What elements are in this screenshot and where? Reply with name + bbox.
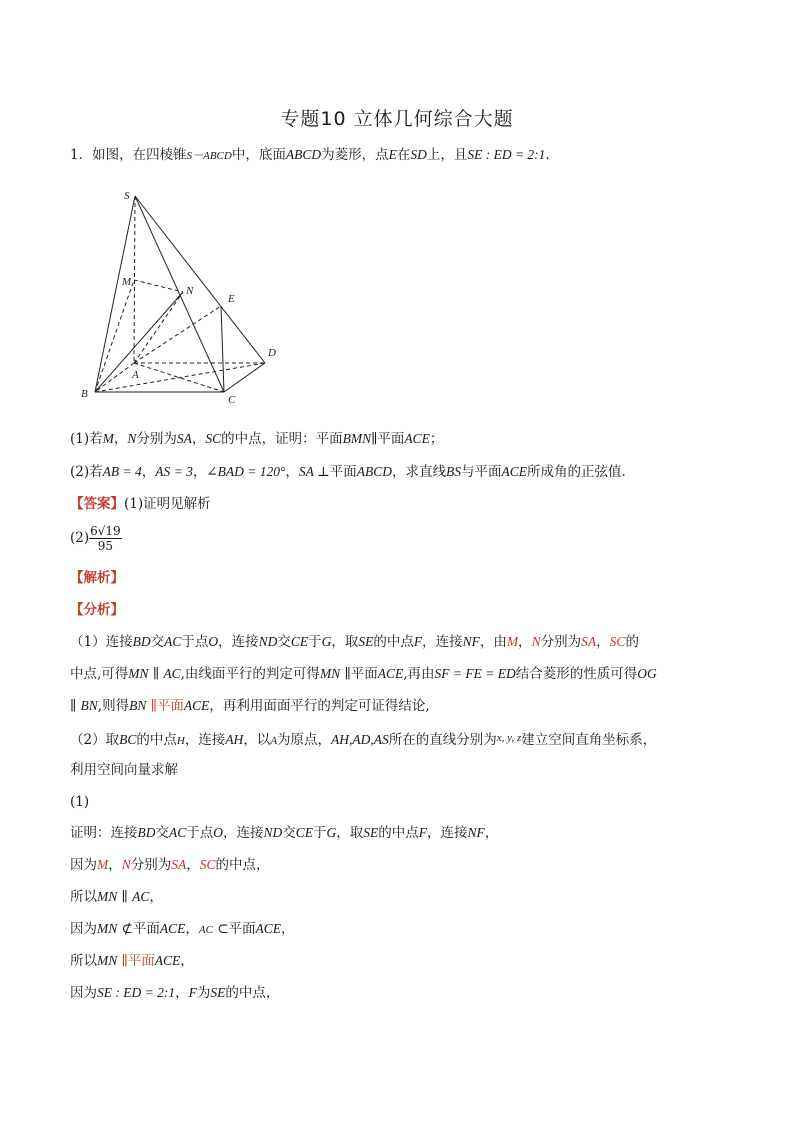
page-title: 专题10 立体几何综合大题: [280, 108, 514, 130]
point-label: F: [418, 825, 428, 840]
question-text: ，求直线: [391, 464, 446, 480]
answer-part-1: (1)证明见解析: [124, 496, 211, 512]
segment-label: MN: [128, 666, 149, 681]
text: 因为: [70, 857, 97, 873]
text: ，以: [243, 732, 271, 748]
text: ,由线面平行的判定可得: [180, 666, 320, 682]
segment-label: SC: [609, 634, 626, 649]
text: ∥平面: [117, 953, 155, 969]
text: 分别为: [130, 857, 172, 873]
text: ，连接: [427, 825, 468, 841]
fraction-numerator: 6√19: [90, 524, 121, 538]
solution-part-label: (1): [70, 794, 90, 810]
point-label-N: N: [186, 285, 194, 297]
text: 为原点，: [277, 732, 332, 748]
math-expression: AH,AD,AS: [331, 732, 389, 747]
text: 的中点: [136, 732, 177, 748]
segment-label: ND: [258, 634, 278, 649]
vertex-label-D: D: [268, 347, 276, 359]
edge-BD: [95, 363, 265, 392]
segment-label: BN: [129, 698, 147, 713]
text: 交: [150, 634, 165, 650]
plane-label: ACE: [501, 464, 527, 479]
text: ∥: [148, 666, 164, 682]
text: 中点,可得: [70, 666, 129, 682]
problem-text: 如图，在四棱锥: [92, 147, 187, 163]
point-label: F: [188, 985, 197, 1000]
text: ，连接: [223, 825, 264, 841]
plane-label: ABCD: [356, 464, 392, 479]
pyramid-name: S－ABCD: [186, 150, 232, 162]
text: 所以: [70, 953, 97, 969]
text: ,则得: [97, 698, 130, 714]
solution-line-5: [70, 952, 194, 970]
edge-EC: [221, 306, 224, 392]
point-label: N: [127, 431, 137, 446]
question-part-1: [70, 430, 443, 448]
question-text: 平面: [329, 464, 357, 480]
analysis-tag: [70, 569, 124, 587]
text: ，连接: [184, 732, 226, 748]
text: 所以: [70, 889, 97, 905]
solution-line-2: [70, 856, 270, 874]
segment-label: AC: [198, 924, 213, 936]
point-label: N: [531, 634, 541, 649]
problem-text: 在: [396, 147, 411, 163]
text: ，: [186, 857, 200, 873]
answer-tag: 【答案】: [70, 496, 124, 512]
text: ，连接: [218, 634, 259, 650]
plane-label: ACE: [154, 953, 181, 968]
segment-label: AC: [163, 666, 181, 681]
text: 的中点: [373, 634, 414, 650]
text: 分别为: [540, 634, 582, 650]
text: ，: [149, 889, 163, 905]
question-text: 与平面: [460, 464, 502, 480]
edge-CD: [224, 363, 265, 392]
text: 的: [625, 634, 639, 650]
base-name: ABCD: [285, 147, 322, 162]
answer-part-2: [70, 524, 122, 553]
plane-label: ACE: [183, 698, 210, 713]
text: 所在的直线分别为: [388, 732, 497, 748]
point-label: N: [121, 857, 131, 872]
text: ，再利用面面平行的判定可证得结论,: [209, 698, 430, 714]
text: （1）连接: [70, 634, 133, 650]
analysis-line-3: [70, 697, 430, 715]
text: 为: [196, 985, 211, 1001]
segment-label: AC: [169, 825, 187, 840]
solution-line-3: [70, 888, 163, 906]
segment-label: MN: [319, 666, 341, 681]
text: ，取: [336, 825, 364, 841]
problem-number: 1．: [70, 147, 93, 163]
segment-label: SE: [358, 634, 374, 649]
plane-label: ACE: [377, 666, 404, 681]
point-label: M: [97, 857, 109, 872]
edge-AB: [95, 363, 134, 392]
point-label: O: [213, 825, 224, 840]
fraction-denominator: 95: [97, 539, 114, 553]
plane-label: ACE: [404, 431, 430, 446]
math-expression: ∠BAD = 120°: [206, 464, 286, 479]
segment-label: NF: [467, 825, 485, 840]
fenxi-tag-text: 【分析】: [70, 602, 124, 618]
problem-text: ．: [545, 147, 559, 163]
text: ，: [281, 921, 295, 937]
segment-label: CE: [290, 634, 309, 649]
text: ,再由: [403, 666, 435, 682]
plane-label: BMN: [342, 431, 372, 446]
math-expression: SF = FE = ED: [434, 666, 516, 681]
text: ⊄平面: [117, 921, 160, 937]
point-label: F: [413, 634, 423, 649]
segment-label: SA: [176, 431, 192, 446]
problem-statement: [70, 146, 559, 165]
ratio-expression: SE : ED = 2:1: [467, 147, 546, 162]
question-text: 的中点，证明：平面: [221, 431, 343, 447]
segment-label: BN: [80, 698, 98, 713]
segment-label: AH: [225, 732, 244, 747]
text: 交: [277, 634, 291, 650]
point-label-E: E: [228, 293, 235, 305]
text: 于点: [181, 634, 209, 650]
text: 的中点，: [225, 985, 280, 1001]
ratio-expression: SE : ED = 2:1: [97, 985, 176, 1000]
segment-label: SC: [199, 857, 216, 872]
text: ，取: [331, 634, 359, 650]
plane-label: ACE: [255, 921, 282, 936]
math-expression: AS = 3: [155, 464, 193, 479]
text: 因为: [70, 921, 97, 937]
problem-text: 中，底面: [231, 147, 286, 163]
question-text: (2)若: [70, 464, 103, 480]
segment-label: BD: [132, 634, 151, 649]
text: ∥: [70, 698, 81, 714]
question-text: ；: [429, 431, 444, 447]
text: ，: [185, 921, 199, 937]
segment-label: MN: [97, 953, 118, 968]
text: 于点: [186, 825, 214, 841]
segment-label: CE: [295, 825, 314, 840]
segment-label: BD: [137, 825, 156, 840]
question-text: ，: [285, 464, 299, 480]
segment-label: SA: [171, 857, 187, 872]
point-label: A: [270, 735, 278, 747]
text: 于: [308, 634, 322, 650]
text: 于: [313, 825, 327, 841]
edge-SA: [134, 196, 135, 363]
text: ，: [596, 634, 610, 650]
vertex-label-B: B: [81, 388, 88, 400]
point-label: G: [321, 634, 332, 649]
text: ，连接: [422, 634, 463, 650]
text: 的中点: [378, 825, 419, 841]
segment-label: MN: [97, 921, 118, 936]
question-text: ∥平面: [371, 431, 405, 447]
edge-BN: [95, 292, 183, 392]
segment-label: SC: [205, 431, 222, 446]
point-label: M: [506, 634, 519, 649]
solution-line-6: [70, 984, 279, 1002]
segment-label: BC: [119, 732, 137, 747]
point-label-M: M: [122, 276, 132, 288]
text: ∥平面: [340, 666, 378, 682]
question-text: ，: [113, 431, 128, 447]
point-label: G: [326, 825, 337, 840]
segment-label: BS: [445, 464, 461, 479]
segment-label: NF: [462, 634, 480, 649]
segment-label: AC: [164, 634, 182, 649]
question-text: 所成角的正弦值．: [526, 464, 635, 480]
text: ，: [518, 634, 532, 650]
segment-label: MN: [97, 889, 118, 904]
answer-fraction: [89, 524, 122, 553]
text: ，: [108, 857, 122, 873]
point-label: E: [388, 147, 397, 162]
math-expression: x, y, z: [496, 732, 522, 744]
point-label: M: [102, 431, 114, 446]
text: 的中点，: [215, 857, 270, 873]
segment-label: SE: [363, 825, 379, 840]
answer-text: (2): [70, 530, 90, 546]
analysis-line-5: 利用空间向量求解: [70, 762, 178, 778]
segment-label: ND: [263, 825, 283, 840]
text: ∥: [117, 889, 133, 905]
vertex-label-C: C: [228, 394, 236, 406]
solution-line-1: [70, 824, 498, 842]
text: 建立空间直角坐标系，: [521, 732, 657, 748]
text: ∥平面: [146, 698, 184, 714]
text: ，: [180, 953, 194, 969]
question-text: ，: [192, 464, 207, 480]
solution-line-4: [70, 920, 295, 939]
fenxi-tag: [70, 601, 124, 619]
text: 证明：连接: [70, 825, 138, 841]
plane-label: ACE: [159, 921, 186, 936]
vertex-label-A: A: [132, 369, 139, 381]
segment-label: OG: [637, 666, 657, 681]
segment-label: SE: [210, 985, 226, 1000]
analysis-line-2: [70, 665, 657, 683]
question-text: ，: [141, 464, 156, 480]
edge-AE: [134, 306, 221, 363]
text: 结合菱形的性质可得: [515, 666, 638, 682]
problem-text: 为菱形，点: [321, 147, 389, 163]
text: 交: [282, 825, 296, 841]
text: ⊂平面: [212, 921, 256, 937]
edge-SB: [95, 196, 135, 392]
pyramid-figure: [70, 178, 290, 418]
text: （2）取: [70, 732, 120, 748]
question-text: (1)若: [70, 431, 103, 447]
question-text: ，: [191, 431, 206, 447]
point-label: H: [176, 735, 185, 747]
text: ，由: [479, 634, 507, 650]
edge-AN: [134, 292, 183, 363]
answer-line: [70, 495, 211, 513]
question-text: 分别为: [136, 431, 177, 447]
vertex-label-S: S: [124, 190, 130, 202]
text: ，: [175, 985, 189, 1001]
segment-label: SA: [581, 634, 597, 649]
analysis-tag-text: 【解析】: [70, 570, 124, 586]
analysis-line-1: [70, 633, 639, 651]
text: 交: [155, 825, 169, 841]
text: 因为: [70, 985, 97, 1001]
math-expression: AB = 4: [102, 464, 142, 479]
segment-label: AC: [132, 889, 150, 904]
math-expression: SA ⊥: [298, 464, 330, 479]
problem-text: 上，且: [426, 147, 468, 163]
segment-label: SD: [410, 147, 427, 162]
analysis-line-4: [70, 729, 656, 750]
question-part-2: [70, 463, 635, 481]
point-label: O: [208, 634, 219, 649]
text: ，: [484, 825, 499, 841]
